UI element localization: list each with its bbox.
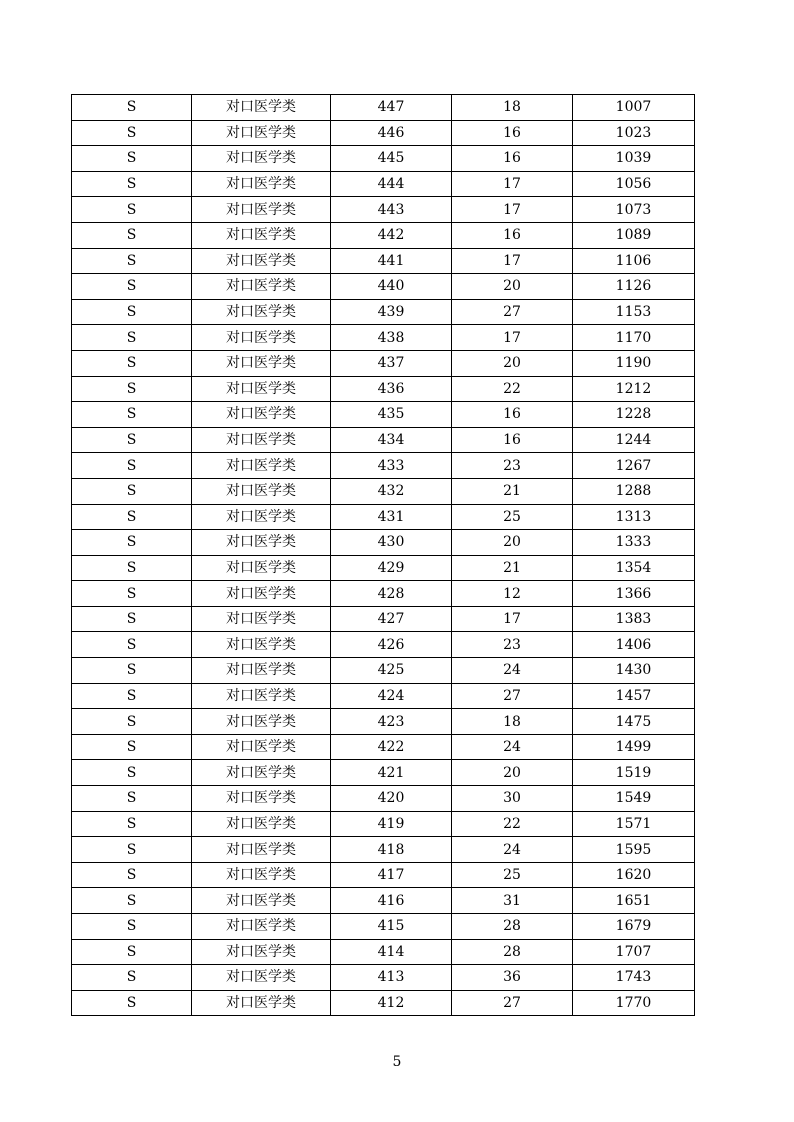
count-cell: 16 bbox=[452, 120, 573, 146]
category-cell: S bbox=[72, 274, 192, 300]
score-cell: 431 bbox=[331, 504, 452, 530]
score-cell: 425 bbox=[331, 658, 452, 684]
score-cell: 424 bbox=[331, 683, 452, 709]
score-cell: 421 bbox=[331, 760, 452, 786]
cumulative-cell: 1595 bbox=[573, 837, 695, 863]
cumulative-cell: 1170 bbox=[573, 325, 695, 351]
cumulative-cell: 1244 bbox=[573, 427, 695, 453]
subject-cell: 对口医学类 bbox=[192, 504, 331, 530]
subject-cell: 对口医学类 bbox=[192, 632, 331, 658]
table-row bbox=[72, 990, 695, 1016]
cumulative-cell: 1333 bbox=[573, 530, 695, 556]
category-cell: S bbox=[72, 299, 192, 325]
cumulative-cell: 1430 bbox=[573, 658, 695, 684]
count-cell: 24 bbox=[452, 658, 573, 684]
count-cell: 28 bbox=[452, 939, 573, 965]
category-cell: S bbox=[72, 606, 192, 632]
count-cell: 25 bbox=[452, 862, 573, 888]
count-cell: 24 bbox=[452, 837, 573, 863]
subject-cell: 对口医学类 bbox=[192, 555, 331, 581]
subject-cell: 对口医学类 bbox=[192, 734, 331, 760]
cumulative-cell: 1651 bbox=[573, 888, 695, 914]
table-row bbox=[72, 811, 695, 837]
count-cell: 31 bbox=[452, 888, 573, 914]
subject-cell: 对口医学类 bbox=[192, 939, 331, 965]
subject-cell: 对口医学类 bbox=[192, 171, 331, 197]
table-row bbox=[72, 350, 695, 376]
score-cell: 423 bbox=[331, 709, 452, 735]
category-cell: S bbox=[72, 632, 192, 658]
count-cell: 16 bbox=[452, 427, 573, 453]
table-row bbox=[72, 120, 695, 146]
score-cell: 446 bbox=[331, 120, 452, 146]
table-row bbox=[72, 760, 695, 786]
cumulative-cell: 1212 bbox=[573, 376, 695, 402]
subject-cell: 对口医学类 bbox=[192, 222, 331, 248]
subject-cell: 对口医学类 bbox=[192, 581, 331, 607]
cumulative-cell: 1007 bbox=[573, 95, 695, 121]
cumulative-cell: 1770 bbox=[573, 990, 695, 1016]
table-row bbox=[72, 95, 695, 121]
category-cell: S bbox=[72, 760, 192, 786]
count-cell: 18 bbox=[452, 95, 573, 121]
score-cell: 434 bbox=[331, 427, 452, 453]
category-cell: S bbox=[72, 581, 192, 607]
count-cell: 36 bbox=[452, 965, 573, 991]
cumulative-cell: 1679 bbox=[573, 914, 695, 940]
table-row bbox=[72, 530, 695, 556]
table-row bbox=[72, 478, 695, 504]
category-cell: S bbox=[72, 376, 192, 402]
count-cell: 23 bbox=[452, 632, 573, 658]
count-cell: 12 bbox=[452, 581, 573, 607]
category-cell: S bbox=[72, 120, 192, 146]
count-cell: 21 bbox=[452, 478, 573, 504]
category-cell: S bbox=[72, 658, 192, 684]
subject-cell: 对口医学类 bbox=[192, 709, 331, 735]
cumulative-cell: 1267 bbox=[573, 453, 695, 479]
table-row bbox=[72, 683, 695, 709]
score-cell: 433 bbox=[331, 453, 452, 479]
category-cell: S bbox=[72, 146, 192, 172]
subject-cell: 对口医学类 bbox=[192, 95, 331, 121]
table-row bbox=[72, 862, 695, 888]
cumulative-cell: 1383 bbox=[573, 606, 695, 632]
cumulative-cell: 1406 bbox=[573, 632, 695, 658]
table-row bbox=[72, 658, 695, 684]
category-cell: S bbox=[72, 709, 192, 735]
category-cell: S bbox=[72, 453, 192, 479]
score-cell: 428 bbox=[331, 581, 452, 607]
score-cell: 432 bbox=[331, 478, 452, 504]
table-row bbox=[72, 504, 695, 530]
count-cell: 27 bbox=[452, 299, 573, 325]
category-cell: S bbox=[72, 837, 192, 863]
cumulative-cell: 1190 bbox=[573, 350, 695, 376]
subject-cell: 对口医学类 bbox=[192, 427, 331, 453]
subject-cell: 对口医学类 bbox=[192, 197, 331, 223]
subject-cell: 对口医学类 bbox=[192, 811, 331, 837]
count-cell: 22 bbox=[452, 811, 573, 837]
score-cell: 427 bbox=[331, 606, 452, 632]
category-cell: S bbox=[72, 350, 192, 376]
score-cell: 420 bbox=[331, 786, 452, 812]
category-cell: S bbox=[72, 990, 192, 1016]
count-cell: 20 bbox=[452, 350, 573, 376]
category-cell: S bbox=[72, 222, 192, 248]
category-cell: S bbox=[72, 325, 192, 351]
table-row bbox=[72, 402, 695, 428]
category-cell: S bbox=[72, 555, 192, 581]
score-cell: 413 bbox=[331, 965, 452, 991]
category-cell: S bbox=[72, 811, 192, 837]
table-row bbox=[72, 709, 695, 735]
page-number: 5 bbox=[392, 1054, 402, 1070]
category-cell: S bbox=[72, 965, 192, 991]
count-cell: 16 bbox=[452, 146, 573, 172]
count-cell: 30 bbox=[452, 786, 573, 812]
table-row bbox=[72, 376, 695, 402]
subject-cell: 对口医学类 bbox=[192, 274, 331, 300]
table-row bbox=[72, 606, 695, 632]
score-cell: 418 bbox=[331, 837, 452, 863]
cumulative-cell: 1288 bbox=[573, 478, 695, 504]
subject-cell: 对口医学类 bbox=[192, 530, 331, 556]
count-cell: 20 bbox=[452, 274, 573, 300]
subject-cell: 对口医学类 bbox=[192, 299, 331, 325]
table-row bbox=[72, 274, 695, 300]
table-row bbox=[72, 453, 695, 479]
count-cell: 28 bbox=[452, 914, 573, 940]
table-row bbox=[72, 632, 695, 658]
count-cell: 25 bbox=[452, 504, 573, 530]
subject-cell: 对口医学类 bbox=[192, 146, 331, 172]
count-cell: 17 bbox=[452, 171, 573, 197]
subject-cell: 对口医学类 bbox=[192, 376, 331, 402]
table-row bbox=[72, 581, 695, 607]
table-row bbox=[72, 427, 695, 453]
table-row bbox=[72, 965, 695, 991]
category-cell: S bbox=[72, 914, 192, 940]
cumulative-cell: 1126 bbox=[573, 274, 695, 300]
subject-cell: 对口医学类 bbox=[192, 248, 331, 274]
category-cell: S bbox=[72, 734, 192, 760]
count-cell: 27 bbox=[452, 990, 573, 1016]
cumulative-cell: 1073 bbox=[573, 197, 695, 223]
cumulative-cell: 1519 bbox=[573, 760, 695, 786]
count-cell: 21 bbox=[452, 555, 573, 581]
subject-cell: 对口医学类 bbox=[192, 990, 331, 1016]
score-cell: 435 bbox=[331, 402, 452, 428]
cumulative-cell: 1366 bbox=[573, 581, 695, 607]
table-row bbox=[72, 837, 695, 863]
score-cell: 441 bbox=[331, 248, 452, 274]
score-cell: 426 bbox=[331, 632, 452, 658]
category-cell: S bbox=[72, 786, 192, 812]
score-cell: 445 bbox=[331, 146, 452, 172]
subject-cell: 对口医学类 bbox=[192, 658, 331, 684]
count-cell: 23 bbox=[452, 453, 573, 479]
category-cell: S bbox=[72, 171, 192, 197]
score-cell: 414 bbox=[331, 939, 452, 965]
table-row bbox=[72, 197, 695, 223]
subject-cell: 对口医学类 bbox=[192, 325, 331, 351]
cumulative-cell: 1056 bbox=[573, 171, 695, 197]
cumulative-cell: 1475 bbox=[573, 709, 695, 735]
cumulative-cell: 1457 bbox=[573, 683, 695, 709]
score-cell: 442 bbox=[331, 222, 452, 248]
category-cell: S bbox=[72, 248, 192, 274]
count-cell: 17 bbox=[452, 197, 573, 223]
category-cell: S bbox=[72, 95, 192, 121]
subject-cell: 对口医学类 bbox=[192, 606, 331, 632]
category-cell: S bbox=[72, 402, 192, 428]
subject-cell: 对口医学类 bbox=[192, 837, 331, 863]
subject-cell: 对口医学类 bbox=[192, 965, 331, 991]
category-cell: S bbox=[72, 683, 192, 709]
cumulative-cell: 1549 bbox=[573, 786, 695, 812]
score-cell: 429 bbox=[331, 555, 452, 581]
cumulative-cell: 1620 bbox=[573, 862, 695, 888]
cumulative-cell: 1354 bbox=[573, 555, 695, 581]
count-cell: 20 bbox=[452, 760, 573, 786]
score-cell: 415 bbox=[331, 914, 452, 940]
count-cell: 18 bbox=[452, 709, 573, 735]
subject-cell: 对口医学类 bbox=[192, 888, 331, 914]
score-cell: 447 bbox=[331, 95, 452, 121]
subject-cell: 对口医学类 bbox=[192, 683, 331, 709]
category-cell: S bbox=[72, 478, 192, 504]
score-cell: 416 bbox=[331, 888, 452, 914]
table-row bbox=[72, 939, 695, 965]
subject-cell: 对口医学类 bbox=[192, 914, 331, 940]
cumulative-cell: 1153 bbox=[573, 299, 695, 325]
table-row bbox=[72, 299, 695, 325]
count-cell: 27 bbox=[452, 683, 573, 709]
score-cell: 443 bbox=[331, 197, 452, 223]
subject-cell: 对口医学类 bbox=[192, 760, 331, 786]
score-cell: 419 bbox=[331, 811, 452, 837]
count-cell: 17 bbox=[452, 606, 573, 632]
subject-cell: 对口医学类 bbox=[192, 786, 331, 812]
table-row bbox=[72, 222, 695, 248]
count-cell: 17 bbox=[452, 248, 573, 274]
cumulative-cell: 1499 bbox=[573, 734, 695, 760]
subject-cell: 对口医学类 bbox=[192, 350, 331, 376]
score-cell: 440 bbox=[331, 274, 452, 300]
cumulative-cell: 1023 bbox=[573, 120, 695, 146]
category-cell: S bbox=[72, 939, 192, 965]
count-cell: 16 bbox=[452, 402, 573, 428]
cumulative-cell: 1228 bbox=[573, 402, 695, 428]
cumulative-cell: 1571 bbox=[573, 811, 695, 837]
table-row bbox=[72, 171, 695, 197]
score-cell: 430 bbox=[331, 530, 452, 556]
score-distribution-table bbox=[71, 94, 695, 1016]
score-cell: 439 bbox=[331, 299, 452, 325]
category-cell: S bbox=[72, 530, 192, 556]
table-row bbox=[72, 555, 695, 581]
subject-cell: 对口医学类 bbox=[192, 120, 331, 146]
cumulative-cell: 1106 bbox=[573, 248, 695, 274]
cumulative-cell: 1313 bbox=[573, 504, 695, 530]
category-cell: S bbox=[72, 888, 192, 914]
score-cell: 444 bbox=[331, 171, 452, 197]
cumulative-cell: 1707 bbox=[573, 939, 695, 965]
score-cell: 412 bbox=[331, 990, 452, 1016]
category-cell: S bbox=[72, 504, 192, 530]
category-cell: S bbox=[72, 862, 192, 888]
subject-cell: 对口医学类 bbox=[192, 478, 331, 504]
count-cell: 22 bbox=[452, 376, 573, 402]
table-row bbox=[72, 734, 695, 760]
table-row bbox=[72, 325, 695, 351]
category-cell: S bbox=[72, 197, 192, 223]
score-cell: 422 bbox=[331, 734, 452, 760]
score-cell: 438 bbox=[331, 325, 452, 351]
cumulative-cell: 1039 bbox=[573, 146, 695, 172]
table-row bbox=[72, 914, 695, 940]
score-cell: 417 bbox=[331, 862, 452, 888]
table-row bbox=[72, 786, 695, 812]
count-cell: 16 bbox=[452, 222, 573, 248]
count-cell: 24 bbox=[452, 734, 573, 760]
count-cell: 20 bbox=[452, 530, 573, 556]
score-cell: 437 bbox=[331, 350, 452, 376]
subject-cell: 对口医学类 bbox=[192, 453, 331, 479]
cumulative-cell: 1089 bbox=[573, 222, 695, 248]
score-cell: 436 bbox=[331, 376, 452, 402]
table-row bbox=[72, 146, 695, 172]
count-cell: 17 bbox=[452, 325, 573, 351]
table-body bbox=[72, 95, 695, 1016]
table-row bbox=[72, 888, 695, 914]
table-row bbox=[72, 248, 695, 274]
category-cell: S bbox=[72, 427, 192, 453]
subject-cell: 对口医学类 bbox=[192, 862, 331, 888]
cumulative-cell: 1743 bbox=[573, 965, 695, 991]
subject-cell: 对口医学类 bbox=[192, 402, 331, 428]
